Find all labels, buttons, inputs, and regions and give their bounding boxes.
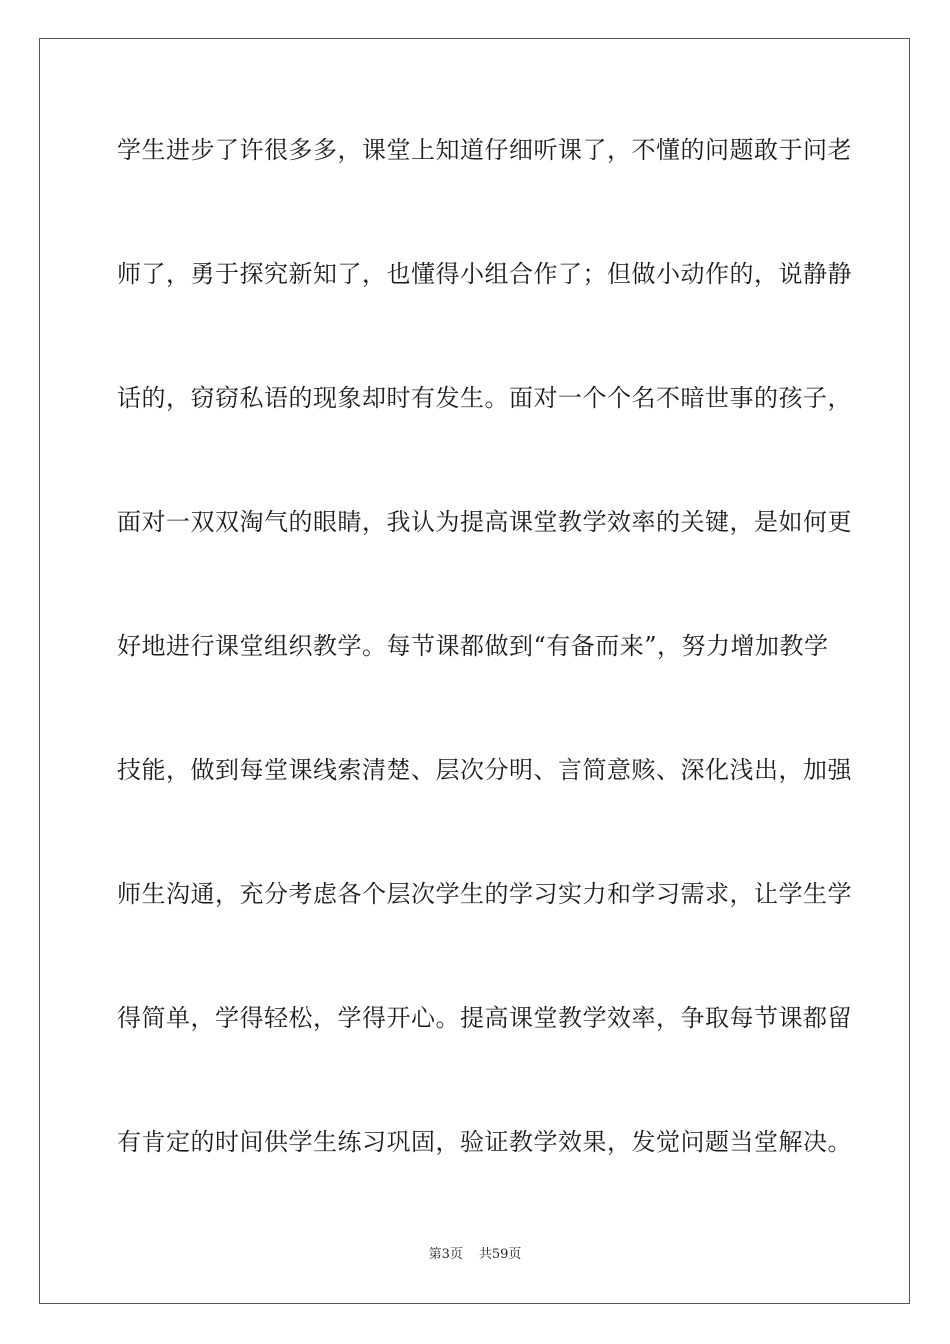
paragraph-line: 得简单，学得轻松，学得开心。提高课堂教学效率，争取每节课都留 [117,1004,852,1032]
paragraph-line: 学生进步了许很多多，课堂上知道仔细听课了，不懂的问题敢于问老 [117,136,852,164]
paragraph-line: 话的，窃窃私语的现象却时有发生。面对一个个名不暗世事的孩子， [117,384,852,412]
page-number: 第3页 [428,1247,463,1262]
paragraph-line: 师生沟通，充分考虑各个层次学生的学习实力和学习需求，让学生学 [117,880,852,908]
page-footer [0,1246,950,1264]
paragraph-line: 好地进行课堂组织教学。每节课都做到“有备而来”，努力增加教学 [117,632,829,660]
paragraph-line: 技能，做到每堂课线索清楚、层次分明、言简意赅、深化浅出，加强 [117,756,852,784]
page-border [39,38,910,1304]
paragraph-line: 师了，勇于探究新知了，也懂得小组合作了；但做小动作的，说静静 [117,260,852,288]
paragraph-line: 有肯定的时间供学生练习巩固，验证教学效果，发觉问题当堂解决。 [117,1128,852,1156]
paragraph-line: 面对一双双淘气的眼睛，我认为提高课堂教学效率的关键，是如何更 [117,508,852,536]
total-pages: 共59页 [478,1247,522,1262]
